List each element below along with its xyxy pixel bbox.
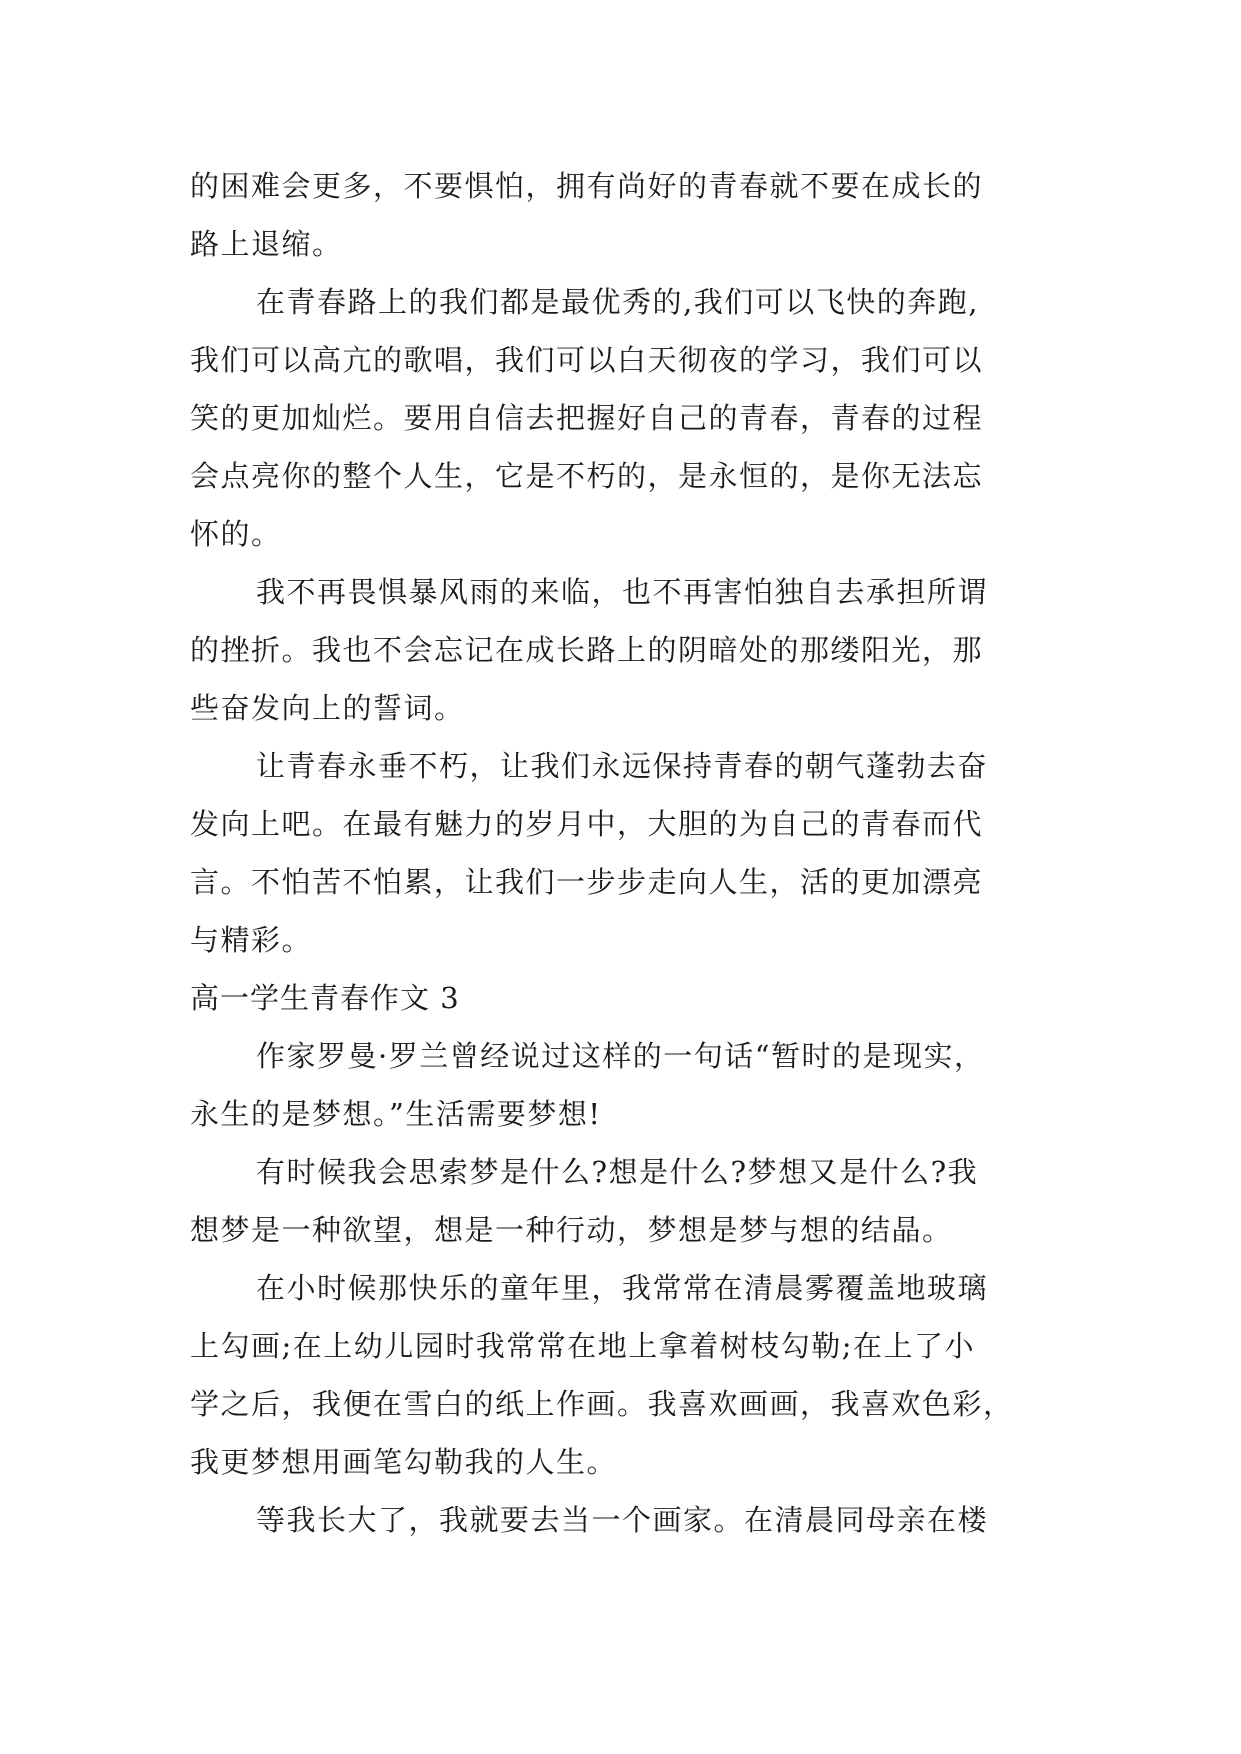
text-line: 等我长大了，我就要去当一个画家。在清晨同母亲在楼 — [256, 1503, 989, 1537]
text-line: 怀的。 — [190, 517, 282, 551]
text-line: 与精彩。 — [190, 923, 313, 957]
text-line: 让青春永垂不朽，让我们永远保持青春的朝气蓬勃去奋 — [256, 749, 989, 783]
text-line: 会点亮你的整个人生，它是不朽的，是永恒的，是你无法忘 — [190, 459, 984, 493]
text-line: 我不再畏惧暴风雨的来临，也不再害怕独自去承担所谓 — [256, 575, 989, 609]
text-line: 学之后，我便在雪白的纸上作画。我喜欢画画，我喜欢色彩， — [190, 1387, 1014, 1421]
text-line: 笑的更加灿烂。要用自信去把握好自己的青春，青春的过程 — [190, 401, 984, 435]
text-line: 发向上吧。在最有魅力的岁月中，大胆的为自己的青春而代 — [190, 807, 984, 841]
text-line: 路上退缩。 — [190, 227, 343, 261]
text-line: 永生的是梦想。”生活需要梦想! — [190, 1097, 602, 1131]
text-line: 言。不怕苦不怕累，让我们一步步走向人生，活的更加漂亮 — [190, 865, 984, 899]
text-line: 我们可以高亢的歌唱，我们可以白天彻夜的学习，我们可以 — [190, 343, 984, 377]
text-line: 有时候我会思索梦是什么?想是什么?梦想又是什么?我 — [256, 1155, 979, 1189]
text-line: 我更梦想用画笔勾勒我的人生。 — [190, 1445, 618, 1479]
text-line: 作家罗曼·罗兰曾经说过这样的一句话“暂时的是现实， — [256, 1039, 985, 1073]
text-line: 些奋发向上的誓词。 — [190, 691, 465, 725]
document-body — [190, 157, 1090, 1549]
text-line: 的挫折。我也不会忘记在成长路上的阴暗处的那缕阳光，那 — [190, 633, 984, 667]
text-line: 在青春路上的我们都是最优秀的,我们可以飞快的奔跑, — [256, 285, 979, 319]
text-line: 的困难会更多，不要惧怕，拥有尚好的青春就不要在成长的 — [190, 169, 984, 203]
text-line: 在小时候那快乐的童年里，我常常在清晨雾覆盖地玻璃 — [256, 1271, 989, 1305]
section-heading: 高一学生青春作文 3 — [190, 981, 460, 1015]
text-line: 想梦是一种欲望，想是一种行动，梦想是梦与想的结晶。 — [190, 1213, 953, 1247]
text-line: 上勾画;在上幼儿园时我常常在地上拿着树枝勾勒;在上了小 — [190, 1329, 976, 1363]
